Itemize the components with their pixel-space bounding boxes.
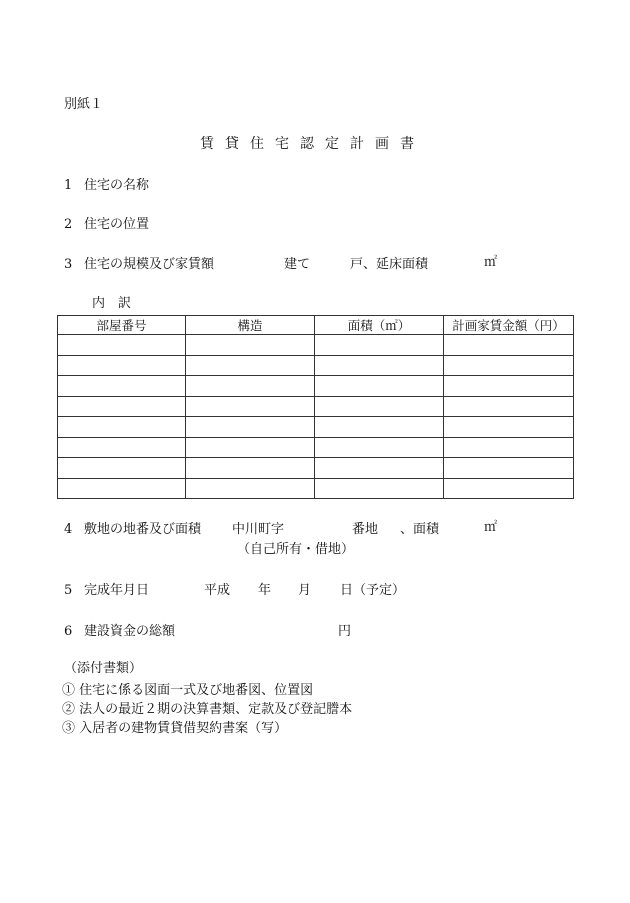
table-cell xyxy=(186,355,315,376)
yen-unit: 円 xyxy=(338,624,352,639)
table-row xyxy=(58,355,574,376)
table-row xyxy=(58,478,574,499)
table-cell xyxy=(444,396,574,417)
section-4-label: 敷地の地番及び面積 xyxy=(84,522,202,537)
table-cell xyxy=(186,437,315,458)
table-row xyxy=(58,458,574,479)
area-unit: ㎡ xyxy=(484,255,498,270)
buildings-unit: 建て xyxy=(284,257,311,272)
lot-number-label: 番地 xyxy=(352,522,379,537)
table-cell xyxy=(186,417,315,438)
table-row xyxy=(58,396,574,417)
header-structure: 構造 xyxy=(186,316,315,335)
table-cell xyxy=(58,335,186,356)
table-cell xyxy=(315,376,444,397)
attachments-heading: （添付書類） xyxy=(64,661,143,676)
section-1-label: 住宅の名称 xyxy=(84,178,150,193)
table-cell xyxy=(444,335,574,356)
header-planned-rent: 計画家賃金額（円） xyxy=(444,316,574,335)
header-room-number: 部屋番号 xyxy=(58,316,186,335)
table-cell xyxy=(444,458,574,479)
table-cell xyxy=(315,437,444,458)
section-2-number: 2 xyxy=(64,217,73,232)
attachment-item: ① 住宅に係る図面一式及び地番図、位置図 xyxy=(62,683,314,698)
table-cell xyxy=(58,458,186,479)
section-3-number: 3 xyxy=(64,257,73,272)
table-cell xyxy=(186,478,315,499)
table-cell xyxy=(315,458,444,479)
site-area-label: 、面積 xyxy=(400,522,440,537)
table-cell xyxy=(444,437,574,458)
ownership-note: （自己所有・借地） xyxy=(237,542,355,557)
era-label: 平成 xyxy=(204,583,231,598)
attachment-item: ③ 入居者の建物賃貸借契約書案（写） xyxy=(62,721,288,736)
section-3-label: 住宅の規模及び家賃額 xyxy=(84,257,215,272)
month-label: 月 xyxy=(298,583,312,598)
table-cell xyxy=(58,396,186,417)
table-cell xyxy=(186,458,315,479)
table-cell xyxy=(58,355,186,376)
table-row xyxy=(58,417,574,438)
section-5-label: 完成年月日 xyxy=(84,583,150,598)
table-row xyxy=(58,335,574,356)
day-scheduled-label: 日（予定） xyxy=(340,583,406,598)
breakdown-label: 内 訳 xyxy=(92,296,132,311)
site-area-unit: ㎡ xyxy=(484,520,498,535)
breakdown-table xyxy=(57,315,574,499)
table-cell xyxy=(315,396,444,417)
table-header-row xyxy=(58,316,574,335)
table-cell xyxy=(444,417,574,438)
section-5-number: 5 xyxy=(64,583,73,598)
table-cell xyxy=(58,417,186,438)
table-cell xyxy=(58,478,186,499)
table-cell xyxy=(444,478,574,499)
section-2-label: 住宅の位置 xyxy=(84,217,150,232)
table-cell xyxy=(444,376,574,397)
units-area-label: 戸、延床面積 xyxy=(350,257,429,272)
section-1-number: 1 xyxy=(64,178,73,193)
header-area: 面積（㎡） xyxy=(315,316,444,335)
table-cell xyxy=(444,355,574,376)
table-cell xyxy=(58,437,186,458)
table-row xyxy=(58,376,574,397)
section-6-number: 6 xyxy=(64,624,73,639)
table-cell xyxy=(186,335,315,356)
table-row xyxy=(58,437,574,458)
table-cell xyxy=(186,396,315,417)
table-cell xyxy=(58,376,186,397)
table-cell xyxy=(315,478,444,499)
year-label: 年 xyxy=(258,583,272,598)
document-title: 賃貸住宅認定計画書 xyxy=(200,136,425,152)
attachment-item: ② 法人の最近２期の決算書類、定款及び登記謄本 xyxy=(62,702,353,717)
table-cell xyxy=(315,355,444,376)
town-label: 中川町字 xyxy=(232,522,285,537)
section-6-label: 建設資金の総額 xyxy=(84,624,176,639)
section-4-number: 4 xyxy=(64,522,73,537)
table-cell xyxy=(186,376,315,397)
table-cell xyxy=(315,335,444,356)
table-cell xyxy=(315,417,444,438)
attachment-label: 別紙１ xyxy=(64,97,104,112)
